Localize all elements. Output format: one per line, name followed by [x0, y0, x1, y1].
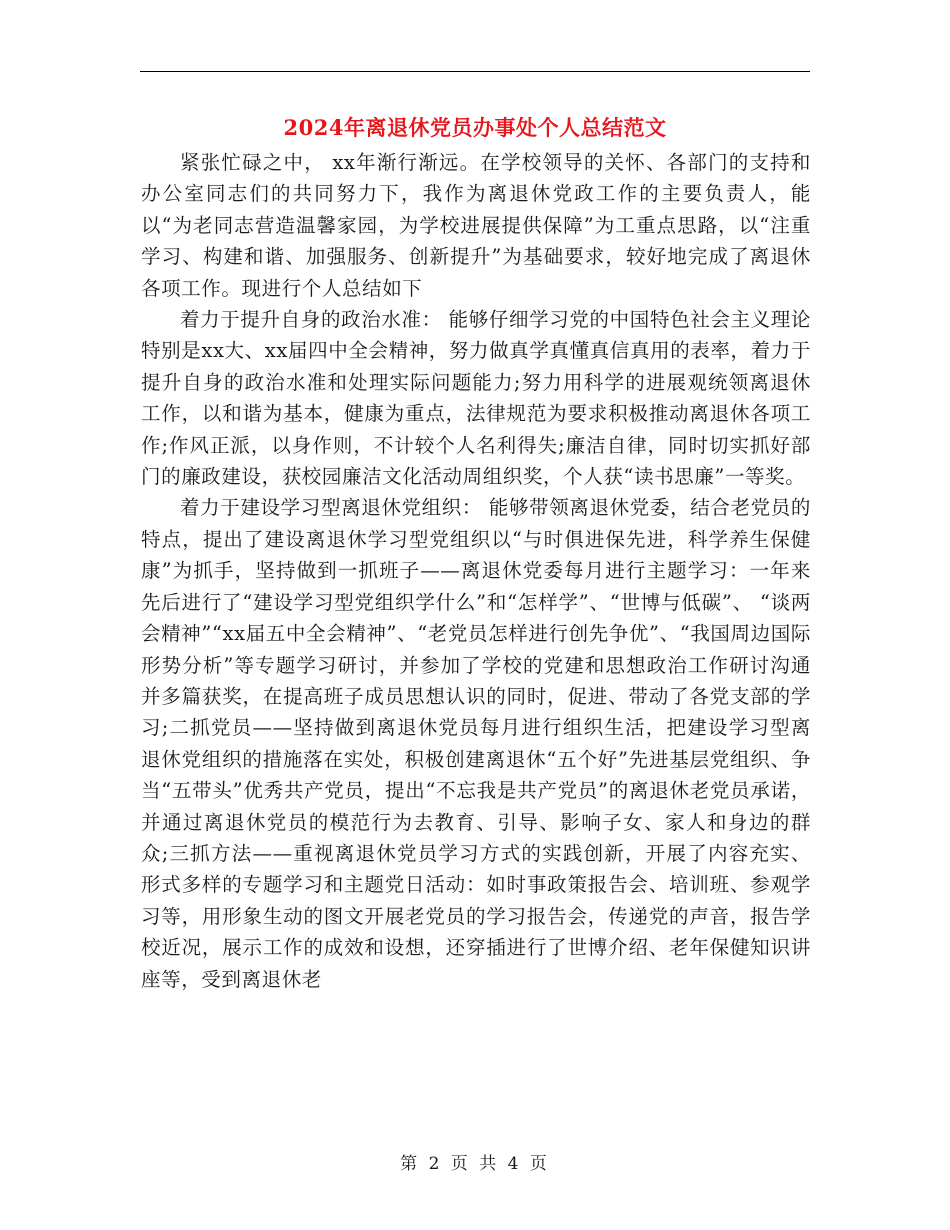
header-rule: [140, 71, 810, 72]
paragraph-learning-organization: 着力于建设学习型离退休党组织： 能够带领离退休党委，结合老党员的特点，提出了建设离退休学习型党组织以“与时俱进保先进，科学养生保健康”为抓手，坚持做到一抓班子——离退休党委每月进行主题学习：一年来先后进行了“建设学习型党组织学什么”和“怎样学”、“世博与低碳”、 “谈两会精神”“xx届五中全会精神”、“老党员怎样进行创先争优”、“我国周边国际形势分析”等专题学习研讨，并参加了学校的党建和思想政治工作研讨沟通并多篇获奖，在提高班子成员思想认识的同时，促进、带动了各党支部的学习;二抓党员——坚持做到离退休党员每月进行组织生活，把建设学习型离退休党组织的措施落在实处，积极创建离退休“五个好”先进基层党组织、争当“五带头”优秀共产党员，提出“不忘我是共产党员”的离退休老党员承诺，并通过离退休党员的模范行为去教育、引导、影响子女、家人和身边的群众;三抓方法——重视离退休党员学习方式的实践创新，开展了内容充实、形式多样的专题学习和主题党日活动：如时事政策报告会、培训班、参观学习等，用形象生动的图文开展老党员的学习报告会，传递党的声音，报告学校近况，展示工作的成效和设想，还穿插进行了世博介绍、老年保健知识讲座等，受到离退休老: [141, 496, 811, 991]
paragraph-political-standard: 着力于提升自身的政治水准： 能够仔细学习党的中国特色社会主义理论特别是xx大、xx届四中全会精神，努力做真学真懂真信真用的表率，着力于提升自身的政治水准和处理实际问题能力;努力用科学的进展观统领离退休工作，以和谐为基本，健康为重点，法律规范为要求积极推动离退休各项工作;作风正派，以身作则，不计较个人名利得失;廉洁自律，同时切实抓好部门的廉政建设，获校园廉洁文化活动周组织奖，个人获“读书思廉”一等奖。: [141, 308, 811, 489]
document-body: [141, 147, 811, 995]
page-number-footer: 第 2 页 共 4 页: [400, 1154, 550, 1174]
document-title: 2024年离退休党员办事处个人总结范文: [283, 115, 667, 140]
paragraph-intro: 紧张忙碌之中， xx年渐行渐远。在学校领导的关怀、各部门的支持和办公室同志们的共同努力下，我作为离退休党政工作的主要负责人，能以“为老同志营造温馨家园，为学校进展提供保障”为工重点思路，以“注重学习、构建和谐、加强服务、创新提升”为基础要求，较好地完成了离退休各项工作。现进行个人总结如下: [141, 151, 811, 300]
